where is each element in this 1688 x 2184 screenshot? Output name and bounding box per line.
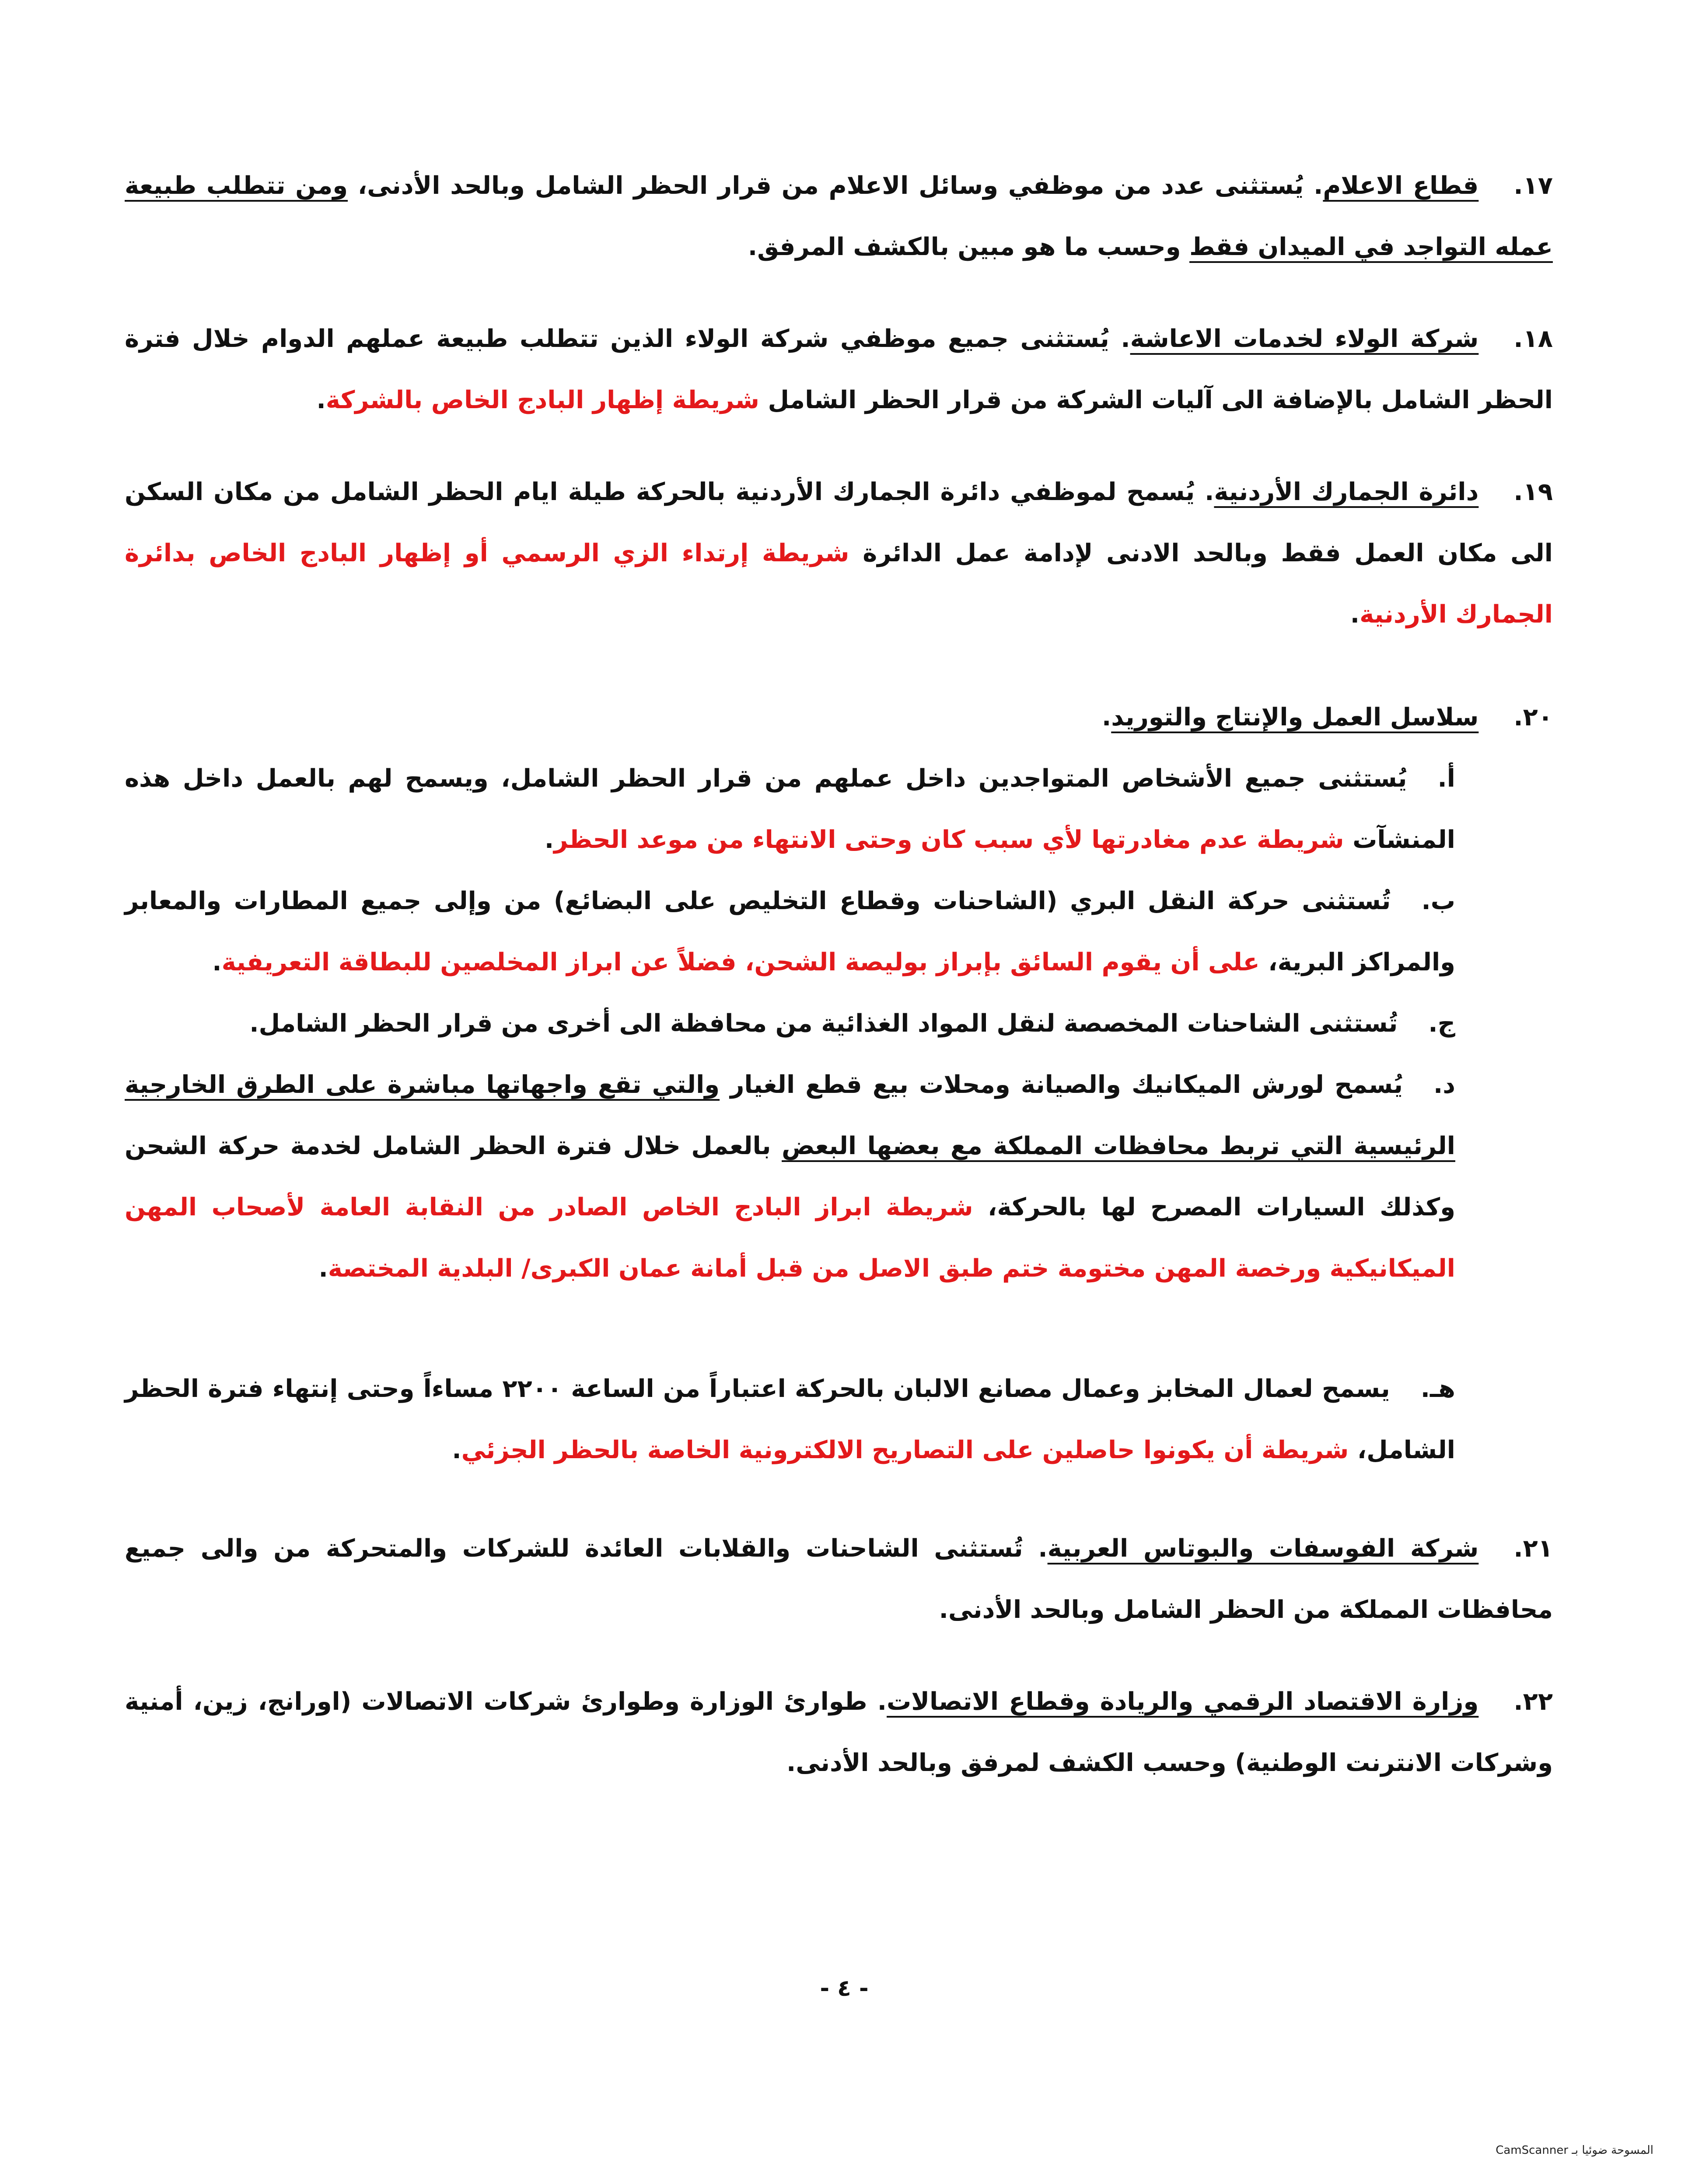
item-condition: شريطة ابراز البادج الخاص الصادر من النقابة العامة لأصحاب المهن الميكانيكية ورخصة المهن مختومة ختم طبق الاصل من قبل أمانة عمان الكبرى/ البلدية المختصة xyxy=(125,1193,1455,1283)
page-number: - ٤ - xyxy=(820,1975,869,2002)
item-title: وزارة الاقتصاد الرقمي والريادة وقطاع الاتصالات xyxy=(887,1687,1479,1716)
sub-item-letter: ج. xyxy=(1428,1009,1455,1038)
item-text: يسمح لعمال المخابز وعمال مصانع الالبان بالحركة اعتباراً من الساعة ٢٢٠٠ مساءاً وحتى إنتهاء فترة الحظر الشامل، xyxy=(125,1375,1455,1464)
item-22 xyxy=(125,1671,1553,1794)
item-number: ١٨. xyxy=(1513,325,1553,353)
item-end: . xyxy=(1101,703,1111,732)
item-title: شركة الفوسفات والبوتاس العربية xyxy=(1047,1534,1479,1563)
item-number: ٢١. xyxy=(1513,1534,1553,1563)
item-text: . يُسمح لموظفي دائرة الجمارك الأردنية بالحركة طيلة ايام الحظر الشامل من مكان السكن الى مكان العمل فقط وبالحد الادنى لإدامة عمل الدائرة xyxy=(125,478,1553,567)
item-condition: شريطة أن يكونوا حاصلين على التصاريح الالكترونية الخاصة بالحظر الجزئي xyxy=(461,1436,1349,1464)
item-number: ١٧. xyxy=(1513,172,1553,200)
item-number: ٢٢. xyxy=(1513,1687,1553,1716)
item-end: . xyxy=(1350,600,1360,629)
item-text: وحسب ما هو مبين بالكشف المرفق. xyxy=(748,233,1190,261)
item-underlined-text: ومن تتطلب طبيعة عمله التواجد في الميدان فقط xyxy=(125,172,1553,261)
item-20-a xyxy=(125,748,1455,871)
item-17 xyxy=(125,155,1553,278)
item-text: . يُستثنى جميع موظفي شركة الولاء الذين تتطلب طبيعة عملهم الدوام خلال فترة الحظر الشامل بالإضافة الى آليات الشركة من قرار الحظر الشامل xyxy=(125,325,1553,414)
item-end: . xyxy=(318,1254,328,1283)
sub-item-letter: ب. xyxy=(1421,887,1455,915)
item-text: بالعمل خلال فترة الحظر الشامل لخدمة حركة الشحن وكذلك السيارات المصرح لها بالحركة، xyxy=(125,1132,1455,1222)
item-text: تُستثنى الشاحنات المخصصة لنقل المواد الغذائية من محافظة الى أخرى من قرار الحظر الشامل. xyxy=(249,1009,1398,1038)
item-text: تُستثنى حركة النقل البري (الشاحنات وقطاع التخليص على البضائع) من وإلى جميع المطارات والمعابر والمراكز البرية، xyxy=(125,887,1455,976)
item-condition: شريطة عدم مغادرتها لأي سبب كان وحتى الانتهاء من موعد الحظر xyxy=(554,826,1344,854)
item-end: . xyxy=(316,386,326,414)
item-condition: شريطة إظهار البادج الخاص بالشركة xyxy=(325,386,759,414)
item-21 xyxy=(125,1518,1553,1641)
item-18 xyxy=(125,308,1553,431)
item-text: . تُستثنى الشاحنات والقلابات العائدة للشركات والمتحركة من والى جميع محافظات المملكة من الحظر الشامل وبالحد الأدنى. xyxy=(125,1534,1553,1624)
item-condition: شريطة إرتداء الزي الرسمي أو إظهار البادج الخاص بدائرة الجمارك الأردنية xyxy=(125,539,1553,629)
item-title: قطاع الاعلام xyxy=(1323,172,1479,200)
item-text: يُستثنى جميع الأشخاص المتواجدين داخل عملهم من قرار الحظر الشامل، ويسمح لهم بالعمل داخل هذه المنشآت xyxy=(125,764,1455,854)
item-end: . xyxy=(452,1436,461,1464)
sub-item-letter: د. xyxy=(1433,1071,1455,1099)
item-number: ١٩. xyxy=(1513,478,1553,506)
item-title: سلاسل العمل والإنتاج والتوريد xyxy=(1111,703,1479,732)
item-20-b xyxy=(125,871,1455,993)
item-condition: على أن يقوم السائق بإبراز بوليصة الشحن، فضلاً عن ابراز المخلصين للبطاقة التعريفية xyxy=(221,948,1260,976)
item-text: يُسمح لورش الميكانيك والصيانة ومحلات بيع قطع الغيار xyxy=(720,1071,1403,1099)
sub-item-letter: أ. xyxy=(1437,764,1455,793)
scanner-watermark: المسوحة ضوئيا بـ CamScanner xyxy=(1496,2144,1653,2157)
item-end: . xyxy=(544,826,554,854)
item-title: شركة الولاء لخدمات الاعاشة xyxy=(1130,325,1479,353)
item-text: . طوارئ الوزارة وطوارئ شركات الاتصالات (اورانج، زين، أمنية وشركات الانترنت الوطنية) وحسب الكشف لمرفق وبالحد الأدنى. xyxy=(125,1687,1553,1777)
item-end: . xyxy=(212,948,222,976)
item-20-d xyxy=(125,1054,1455,1299)
item-underlined-text: والتي تقع واجهاتها مباشرة على الطرق الخارجية الرئيسية التي تربط محافظات المملكة مع بعضها البعض xyxy=(125,1071,1455,1160)
item-20-c xyxy=(125,993,1455,1054)
item-19 xyxy=(125,462,1553,645)
item-title: دائرة الجمارك الأردنية xyxy=(1214,478,1479,506)
sub-item-letter: هـ. xyxy=(1420,1375,1455,1403)
item-text: . يُستثنى عدد من موظفي وسائل الاعلام من قرار الحظر الشامل وبالحد الأدنى، xyxy=(348,172,1323,200)
item-20-e xyxy=(125,1358,1455,1481)
item-number: ٢٠. xyxy=(1513,703,1553,732)
item-20 xyxy=(125,687,1553,748)
